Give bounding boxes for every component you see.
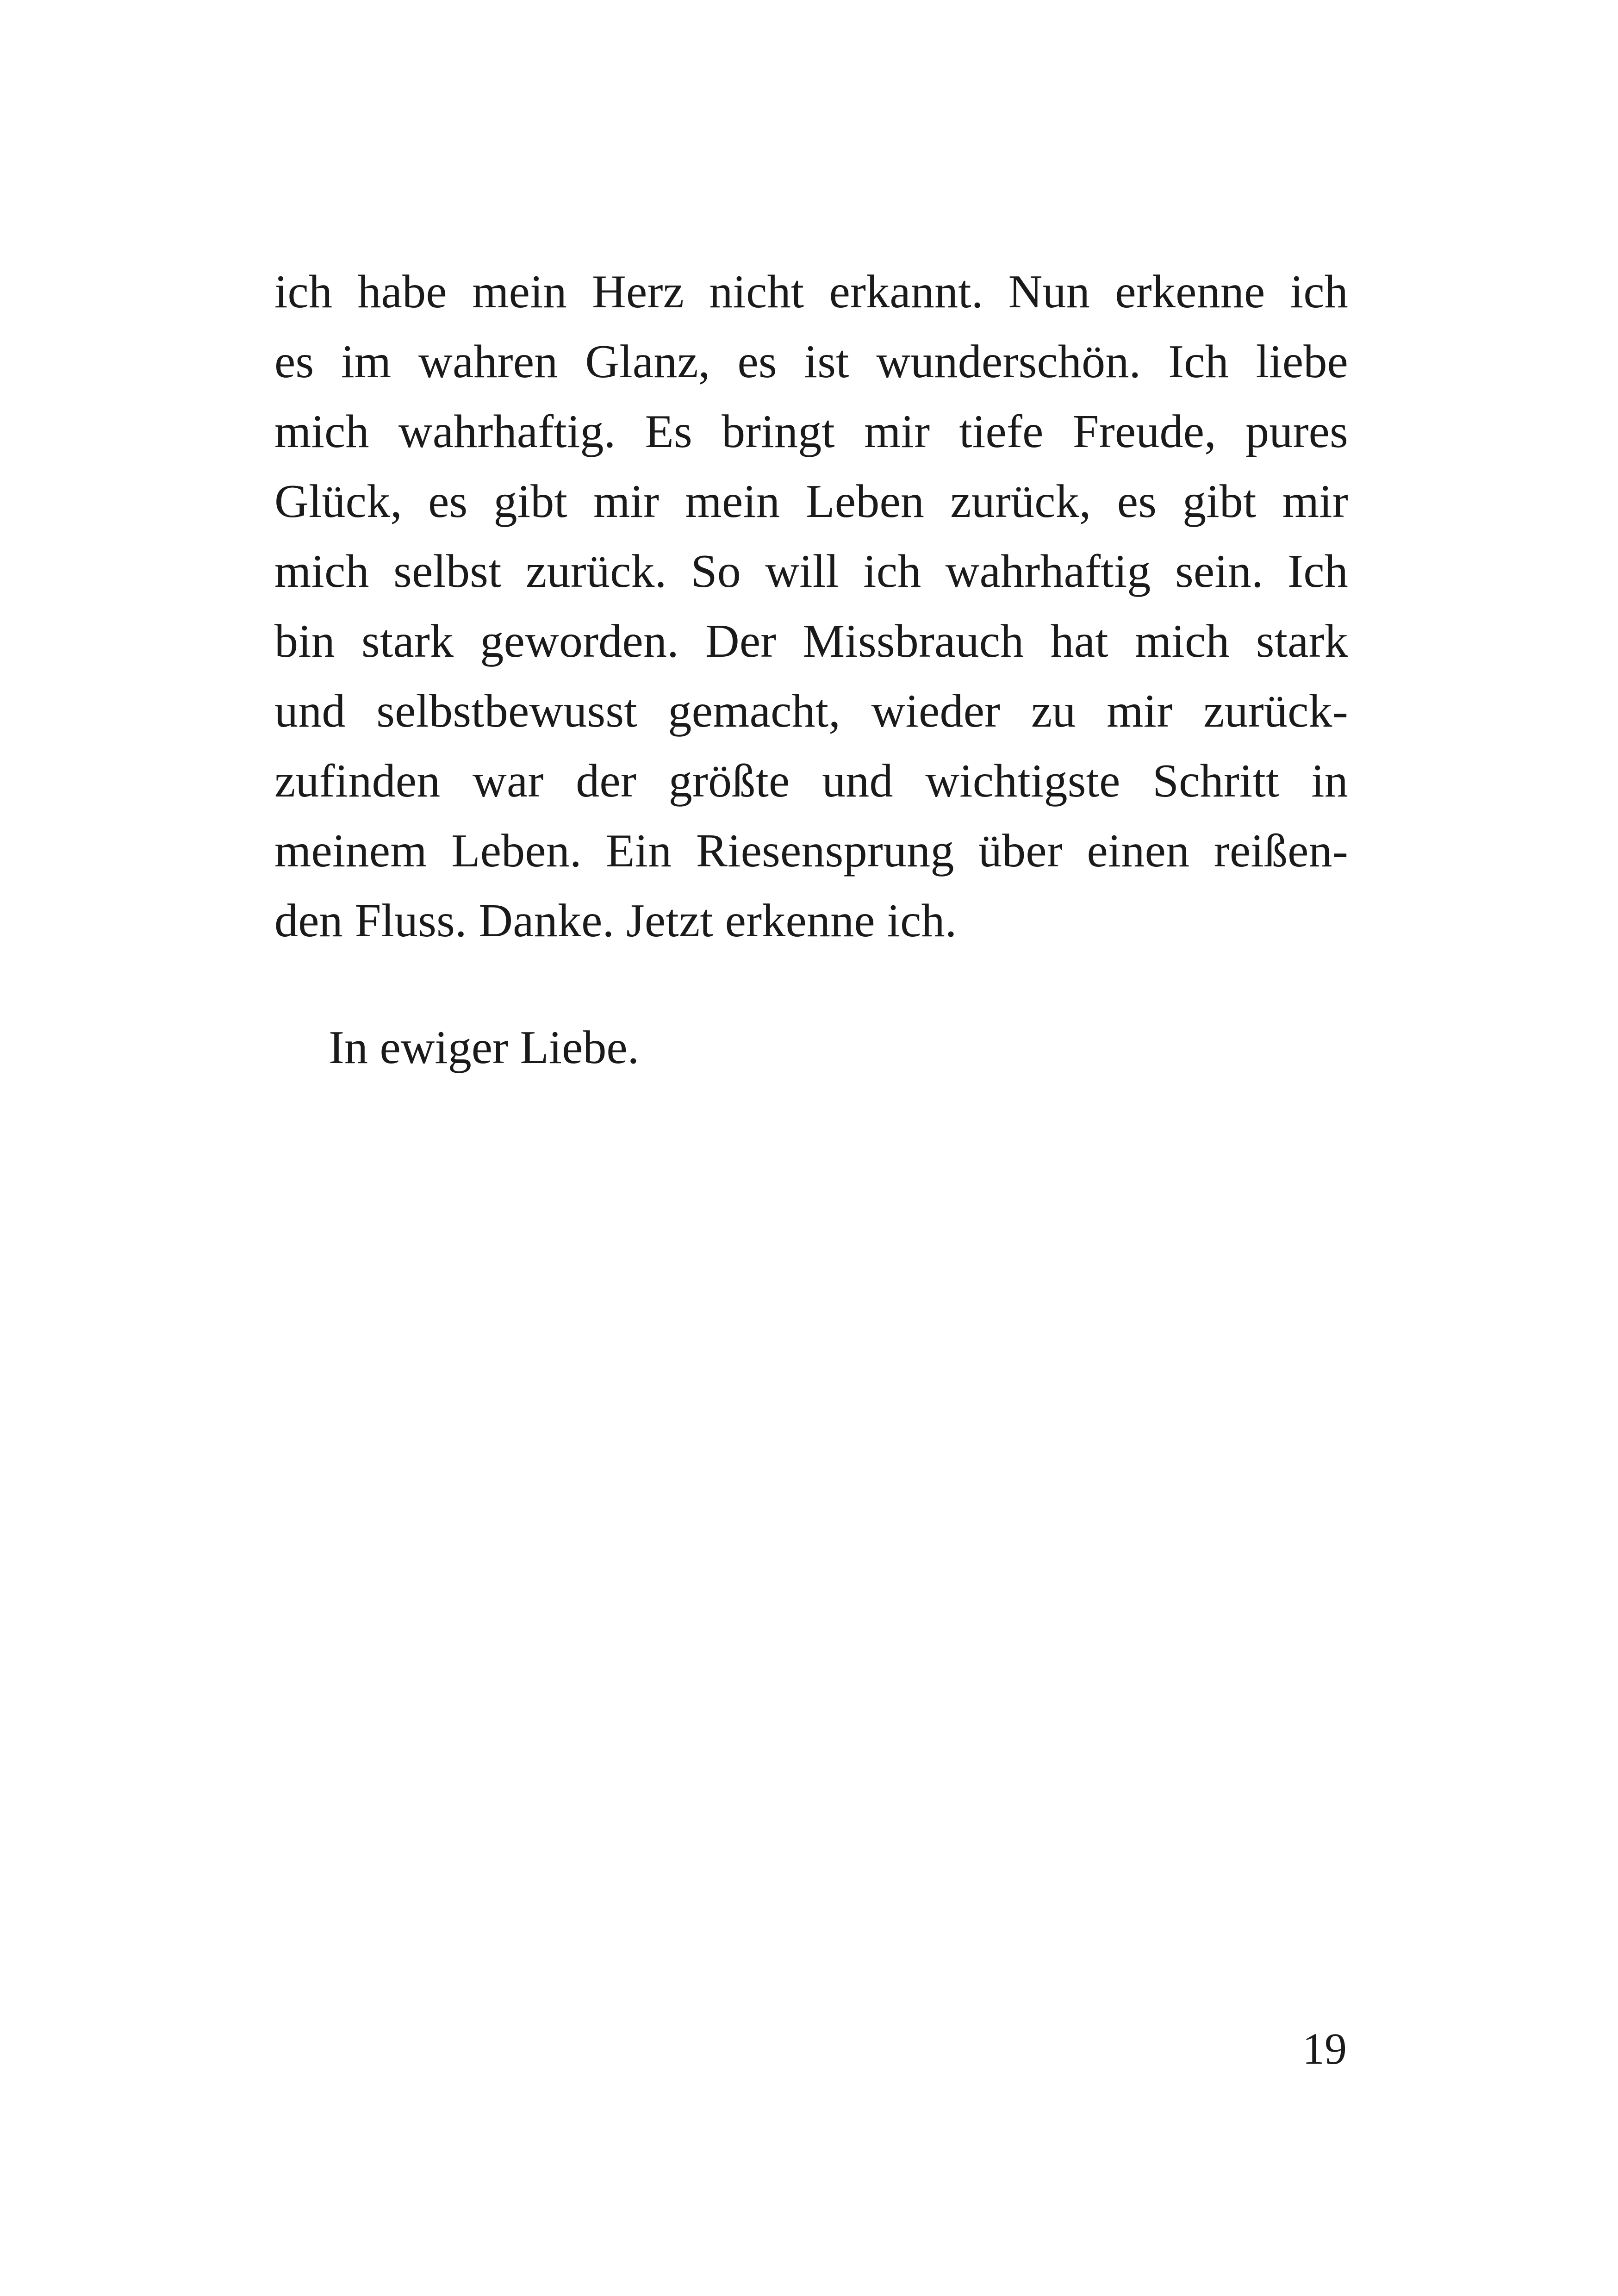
body-paragraph: [274, 257, 1348, 956]
text-line: zufinden war der größte und wichtigste Schritt in: [274, 755, 1348, 807]
text-line: mich wahrhaftig. Es bringt mir tiefe Freude, pures: [274, 405, 1348, 458]
text-line: Glück, es gibt mir mein Leben zurück, es gibt mir: [274, 475, 1348, 528]
text-line: den Fluss. Danke. Jetzt erkenne ich.: [274, 895, 957, 947]
text-line: meinem Leben. Ein Riesensprung über einen reißen-: [274, 825, 1348, 877]
closing-line: In ewiger Liebe.: [329, 1021, 640, 1074]
text-line: mich selbst zurück. So will ich wahrhaftig sein. Ich: [274, 545, 1348, 597]
text-line: und selbstbewusst gemacht, wieder zu mir zurück-: [274, 685, 1348, 737]
text-line: ich habe mein Herz nicht erkannt. Nun erkenne ich: [274, 266, 1348, 318]
text-line: bin stark geworden. Der Missbrauch hat mich stark: [274, 615, 1348, 667]
text-line: es im wahren Glanz, es ist wunderschön. Ich liebe: [274, 336, 1348, 388]
page-number: 19: [1302, 2024, 1347, 2073]
